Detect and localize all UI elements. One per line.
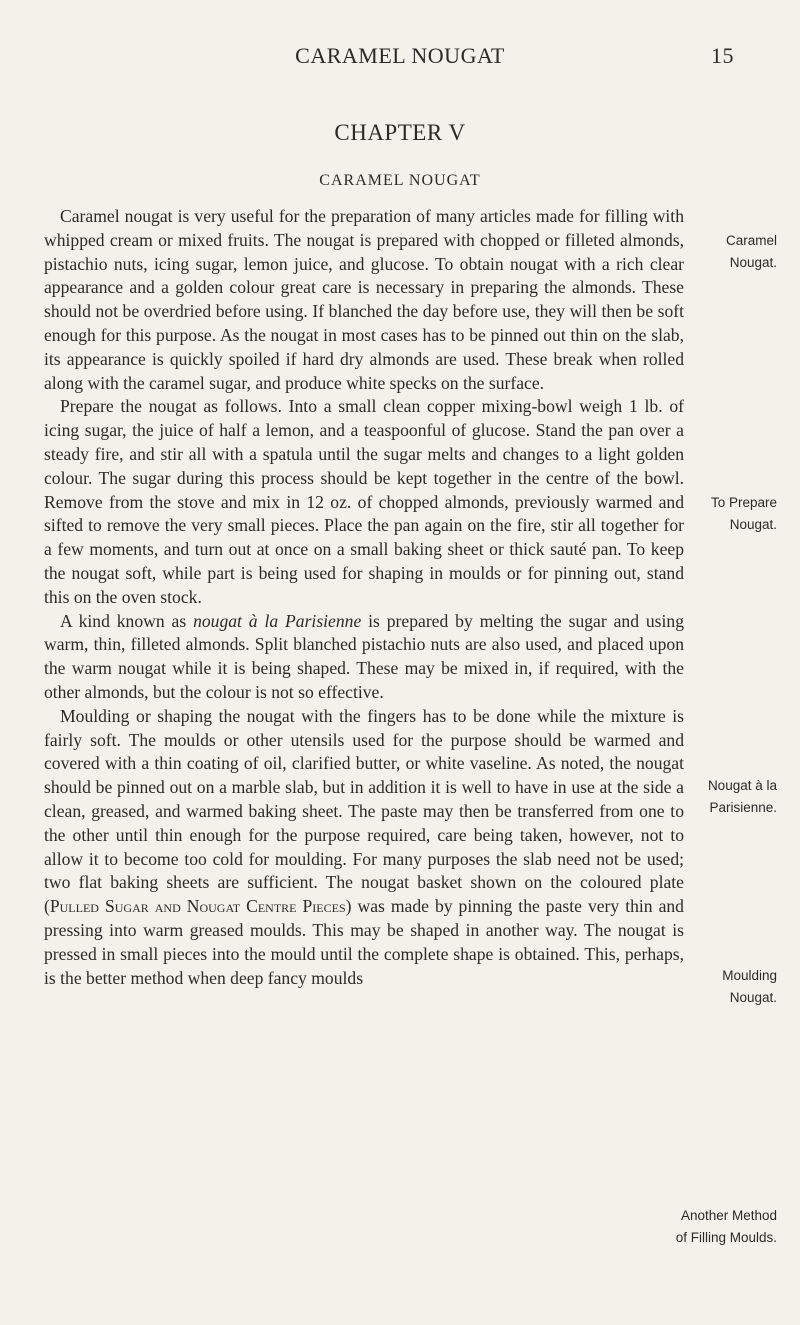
chapter-heading: CHAPTER V — [334, 120, 466, 145]
margin-note-line: Nougat. — [729, 517, 777, 532]
running-head — [0, 43, 800, 69]
margin-note-line: Another Method — [680, 1208, 777, 1223]
paragraph-4 — [44, 705, 684, 991]
paragraph-3-text: A kind known as — [60, 610, 194, 631]
running-head-title: CARAMEL NOUGAT — [295, 43, 505, 68]
margin-note-line: Nougat. — [729, 255, 777, 270]
paragraph-2: Prepare the nougat as follows. Into a small clean copper mixing-bowl weigh 1 lb. of icing sugar, the juice of half a lemon, and a teaspoonful of glucose. Stand the pan over a steady fire, and stir all with a spatula until the sugar melts and changes to a light golden colour. The sugar during this process should be kept together in the centre of the bowl. Remove from the stove and mix in 12 oz. of chopped almonds, previously warmed and sifted to remove the very small pieces. Place the pan again on the fire, stir all together for a few moments, and turn out at once on a small baking sheet or thick sauté pan. To keep the nougat soft, while part is being used for shaping in moulds or for pinning out, stand this on the oven stock. — [44, 396, 684, 607]
margin-note-line: To Prepare — [710, 495, 777, 510]
margin-note-line: Nougat à la — [707, 778, 777, 793]
margin-note-parisienne — [0, 775, 800, 819]
margin-note-line: Moulding — [722, 968, 777, 983]
margin-note-to-prepare — [0, 492, 800, 536]
paragraph-3-text-end: is prepared by melting the sugar and using warm, thin, filleted almonds. Split blanched pistachio nuts are also used, and placed upon the warm nougat while it is being shaped. These may be mixed in, if required, with the other almonds, but the colour is not so effective. — [44, 610, 684, 702]
paragraph-4-text-end: ) was made by pinning the paste very thin and pressing into warm greased moulds. This may be shaped in another way. The nougat is pressed in small pieces into the mould until the complete shape is obtained. This, perhaps, is the better method when deep fancy moulds — [44, 896, 684, 988]
paragraph-3 — [44, 610, 684, 705]
margin-note-line: of Filling Moulds. — [675, 1230, 777, 1245]
margin-note-moulding — [0, 965, 800, 1009]
margin-note-line: Parisienne. — [709, 800, 777, 815]
paragraph-3-italic: nougat à la Parisienne — [193, 610, 362, 631]
body-text — [44, 205, 684, 990]
paragraph-1: Caramel nougat is very useful for the preparation of many articles made for filling with whipped cream or mixed fruits. The nougat is prepared with chopped or filleted almonds, pistachio nuts, icing sugar, lemon juice, and glucose. To obtain nougat with a rich clear appearance and a golden colour great care is necessary in preparing the almonds. These should not be overdried before using. If blanched the day before use, they will then be soft enough for this purpose. As the nougat in most cases has to be pinned out thin on the slab, its appearance is quickly spoiled if hard dry almonds are used. These break when rolled along with the caramel sugar, and produce white specks on the surface. — [44, 206, 684, 393]
paragraph-4-text: Moulding or shaping the nougat with the fingers has to be done while the mixture is fairly soft. The moulds or other utensils used for the purpose should be warmed and covered with a thin coating of oil, clarified butter, or white vaseline. As noted, the nougat should be pinned out on a marble slab, but in addition it is well to have in use at the side a clean, greased, and warmed baking sheet. The paste may then be transferred from one to the other until thin enough for the purpose required, care being taken, however, not to allow it to become too cold for moulding. For many purposes the slab need not be used; two flat baking sheets are sufficient. The nougat basket shown on the coloured plate ( — [44, 705, 684, 917]
chapter-subtitle: CARAMEL NOUGAT — [319, 172, 481, 189]
margin-note-line: Nougat. — [729, 990, 777, 1005]
page-number: 15 — [711, 43, 734, 68]
margin-note-caramel-nougat — [0, 230, 800, 274]
plate-reference: Pulled Sugar and Nougat Centre Pieces — [49, 896, 346, 917]
margin-note-line: Caramel — [725, 233, 777, 248]
margin-note-another-method — [0, 1205, 800, 1249]
